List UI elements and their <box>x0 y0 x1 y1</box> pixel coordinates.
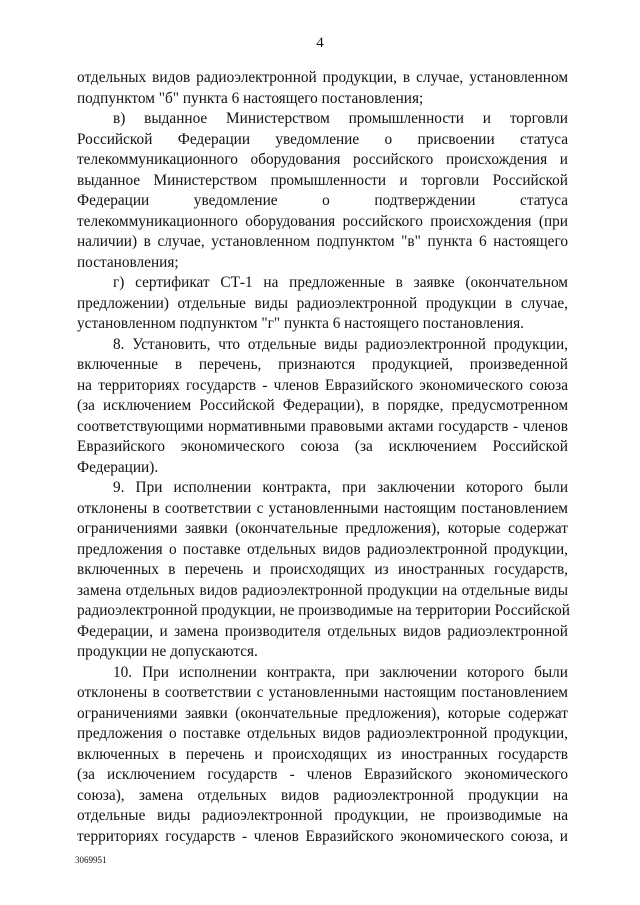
text-line: Российской Федерации уведомление о присвоении статуса <box>77 130 568 148</box>
text-line: телекоммуникационного оборудования российского происхождения и <box>77 151 568 168</box>
text-line: включенных в перечень и происходящих из иностранных государств, <box>77 561 568 578</box>
text-line: Евразийского экономического союза (за исключением Российской <box>77 438 568 455</box>
text-line: в) выданное Министерством промышленности и торговли <box>113 110 568 127</box>
text-line: соответствующими нормативными правовыми актами государств - членов <box>77 417 568 435</box>
text-line: установленном подпунктом "г" пункта 6 настоящего постановления. <box>77 315 524 332</box>
text-line: отдельные виды радиоэлектронной продукции, не производимые на <box>77 807 568 824</box>
text-line: подпунктом "б" пункта 6 настоящего постановления; <box>77 89 424 107</box>
text-line: включенные в перечень, признаются продукцией, произведенной <box>77 356 568 373</box>
text-line: ограничениями заявки (окончательные предложения), которые содержат <box>77 520 568 537</box>
text-line: телекоммуникационного оборудования российского происхождения (при <box>77 212 568 230</box>
page-number: 4 <box>316 35 324 51</box>
text-line: включенных в перечень и происходящих из иностранных государств <box>77 745 568 763</box>
paragraph-continuation <box>77 68 568 109</box>
paragraph-item-10 <box>77 663 568 848</box>
text-line: отдельных видов радиоэлектронной продукции, в случае, установленном <box>77 69 568 86</box>
paragraph-item-9 <box>77 478 568 663</box>
text-line: предложении) отдельные виды радиоэлектронной продукции в случае, <box>77 294 568 312</box>
document-body <box>77 68 568 847</box>
document-code: 3069951 <box>75 855 107 865</box>
text-line: 10. При исполнении контракта, при заключении которого были <box>113 663 568 681</box>
text-line: г) сертификат СТ-1 на предложенные в заявке (окончательном <box>113 274 568 291</box>
text-line: радиоэлектронной продукции, не производимые на территории Российской <box>77 602 570 619</box>
text-line: предложения о поставке отдельных видов радиоэлектронной продукции, <box>77 725 568 742</box>
text-line: ограничениями заявки (окончательные предложения), которые содержат <box>77 704 568 722</box>
text-line: отклонены в соответствии с установленными настоящим постановлением <box>77 684 568 701</box>
text-line: 9. При исполнении контракта, при заключении которого были <box>113 479 568 496</box>
text-line: Федерации, и замена производителя отдельных видов радиоэлектронной <box>77 622 568 640</box>
text-line: (за исключением Российской Федерации), в порядке, предусмотренном <box>77 397 568 414</box>
text-line: выданное Министерством промышленности и торговли Российской <box>77 171 568 189</box>
text-line: 8. Установить, что отдельные виды радиоэлектронной продукции, <box>113 335 568 353</box>
paragraph-item-8 <box>77 335 568 479</box>
text-line: территориях государств - членов Евразийского экономического союза, и <box>77 827 568 845</box>
text-line: постановления; <box>77 253 179 271</box>
paragraph-subitem-g <box>77 273 568 335</box>
text-line: (за исключением государств - членов Евразийского экономического <box>77 766 568 783</box>
text-line: Федерации уведомление о подтверждении статуса <box>77 192 568 209</box>
text-line: предложения о поставке отдельных видов радиоэлектронной продукции, <box>77 540 568 558</box>
paragraph-subitem-v <box>77 109 568 273</box>
text-line: наличии) в случае, установленном подпунктом "в" пункта 6 настоящего <box>77 233 568 250</box>
text-line: замена отдельных видов радиоэлектронной продукции на отдельные виды <box>77 581 568 599</box>
text-line: союза), замена отдельных видов радиоэлектронной продукции на <box>77 786 568 804</box>
text-line: на территориях государств - членов Евразийского экономического союза <box>77 376 568 394</box>
text-line: Федерации). <box>77 458 159 476</box>
text-line: продукции не допускаются. <box>77 643 258 660</box>
text-line: отклонены в соответствии с установленными настоящим постановлением <box>77 499 568 517</box>
